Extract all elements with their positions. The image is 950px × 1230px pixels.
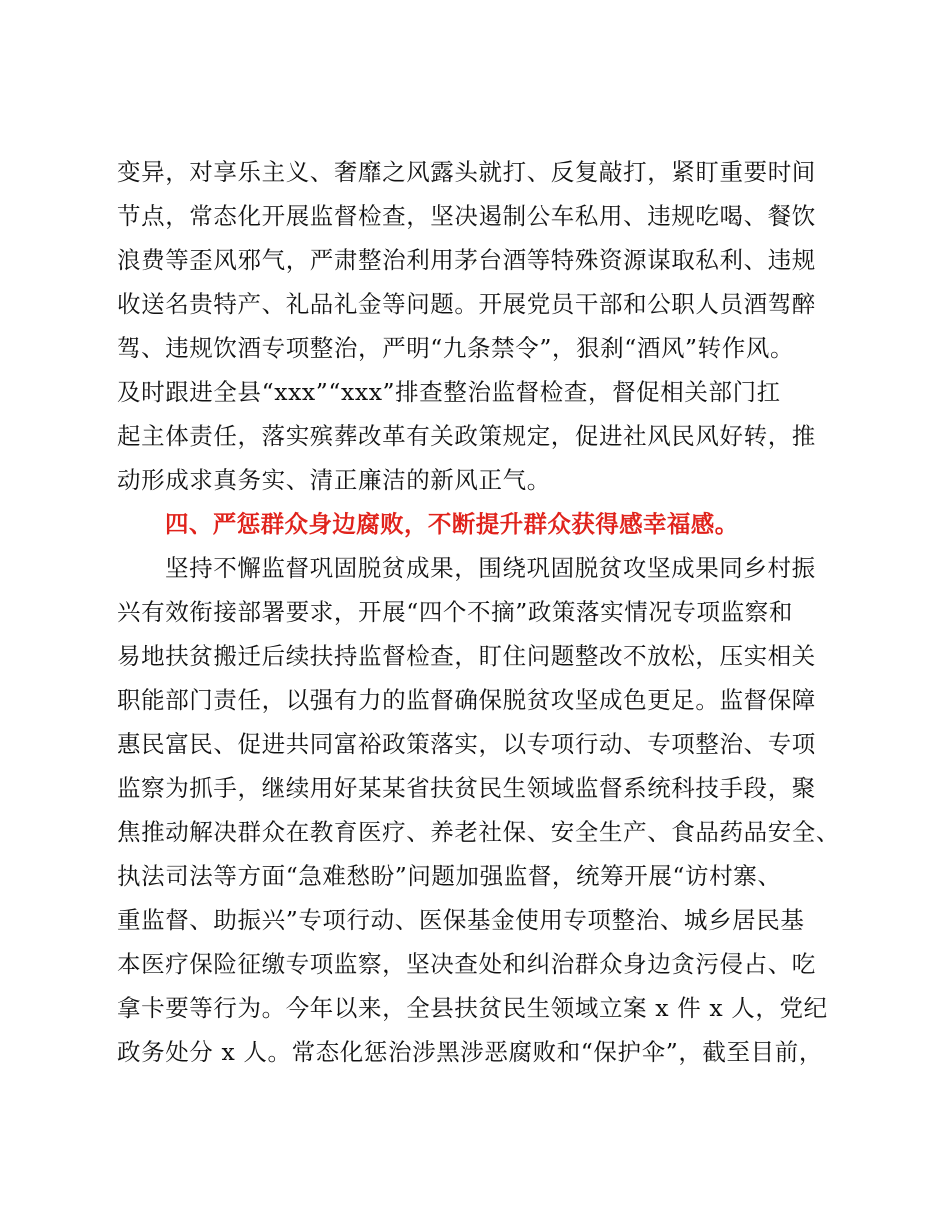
paragraph-2-line-6: 监察为抓手，继续用好某某省扶贫民生领域监督系统科技手段，聚: [117, 774, 816, 802]
paragraph-2-line-9: 重监督、助振兴”专项行动、医保基金使用专项整治、城乡居民基: [117, 906, 805, 934]
paragraph-1-line-2: 节点，常态化开展监督检查，坚决遏制公车私用、违规吃喝、餐饮: [117, 202, 816, 230]
paragraph-2-line-4: 职能部门责任，以强有力的监督确保脱贫攻坚成色更足。监督保障: [117, 686, 816, 714]
paragraph-2-line-2: 兴有效衔接部署要求，开展“四个不摘”政策落实情况专项监察和: [117, 598, 793, 626]
paragraph-1-line-7: 起主体责任，落实殡葬改革有关政策规定，促进社风民风好转，推: [117, 422, 816, 450]
paragraph-1-line-3: 浪费等歪风邪气，严肃整治利用茅台酒等特殊资源谋取私利、违规: [117, 246, 816, 274]
paragraph-2-line-10: 本医疗保险征缴专项监察，坚决查处和纠治群众身边贪污侵占、吃: [117, 950, 816, 978]
paragraph-2-line-3: 易地扶贫搬迁后续扶持监督检查，盯住问题整改不放松，压实相关: [117, 642, 816, 670]
paragraph-1-line-4: 收送名贵特产、礼品礼金等问题。开展党员干部和公职人员酒驾醉: [117, 290, 816, 318]
paragraph-2-line-12: 政务处分 x 人。常态化惩治涉黑涉恶腐败和“保护伞”，截至目前，: [117, 1038, 823, 1066]
paragraph-1-line-8: 动形成求真务实、清正廉洁的新风正气。: [117, 466, 551, 494]
paragraph-1-line-6: 及时跟进全县“xxx”“xxx”排查整治监督检查，督促相关部门扛: [117, 378, 781, 406]
paragraph-1-line-1: 变异，对享乐主义、奢靡之风露头就打、反复敲打，紧盯重要时间: [117, 158, 816, 186]
section-heading: 四、严惩群众身边腐败，不断提升群众获得感幸福感。: [165, 510, 739, 538]
paragraph-1-line-5: 驾、违规饮酒专项整治，严明“九条禁令”，狠刹“酒风”转作风。: [117, 334, 795, 362]
paragraph-2-line-5: 惠民富民、促进共同富裕政策落实，以专项行动、专项整治、专项: [117, 730, 816, 758]
paragraph-2-line-11: 拿卡要等行为。今年以来，全县扶贫民生领域立案 x 件 x 人，党纪: [117, 994, 828, 1022]
paragraph-2-line-7: 焦推动解决群众在教育医疗、养老社保、安全生产、食品药品安全、: [117, 818, 840, 846]
paragraph-2-line-8: 执法司法等方面“急难愁盼”问题加强监督，统筹开展“访村寨、: [117, 862, 782, 890]
paragraph-2-line-1: 坚持不懈监督巩固脱贫成果，围绕巩固脱贫攻坚成果同乡村振: [165, 554, 816, 582]
